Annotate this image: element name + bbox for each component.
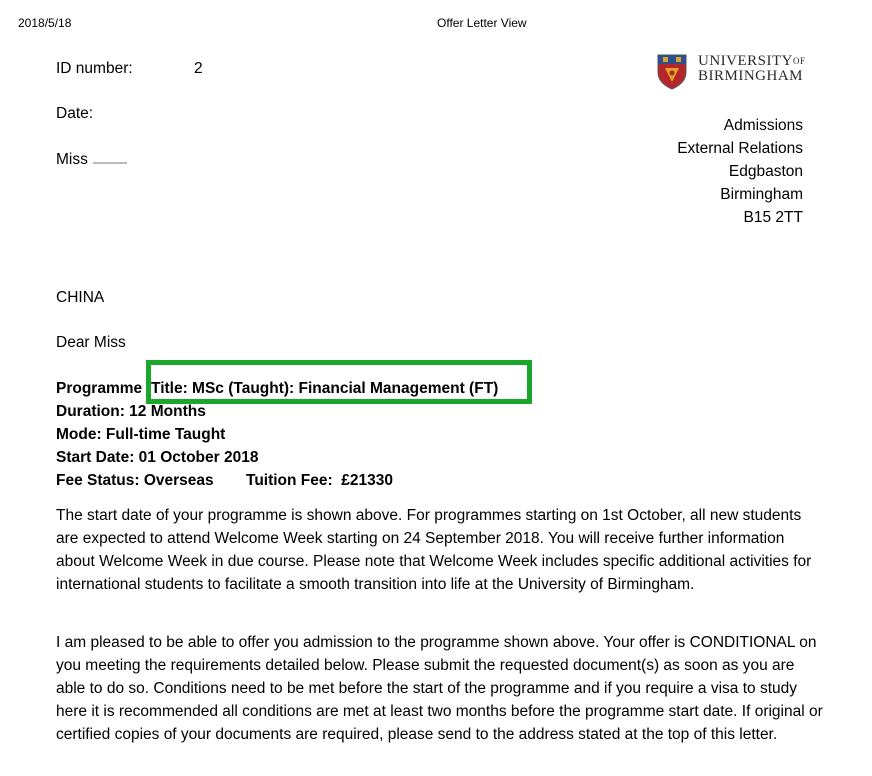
logo-of: OF xyxy=(793,56,806,66)
address-line: B15 2TT xyxy=(743,209,803,226)
logo-birmingham: BIRMINGHAM xyxy=(698,68,804,84)
recipient-name: Miss xyxy=(56,151,88,168)
address-line: External Relations xyxy=(677,140,803,157)
paragraph-conditional-offer: I am pleased to be able to offer you admission to the programme shown above. Your offer is CONDITIONAL on you meeting the requirements detailed below. Please submit the requested document(s) as soon as you are able to do so. Conditions need to be met before the start of the programme and if you require a visa to study here it is recommended all conditions are met at least two months before the programme start date. If original or certified copies of your documents are required, please send to the address stated at the top of this letter. xyxy=(56,634,823,743)
programme-start-date: Start Date: 01 October 2018 xyxy=(56,449,259,466)
programme-mode: Mode: Full-time Taught xyxy=(56,426,226,443)
logo-university: UNIVERSITY xyxy=(698,53,793,69)
programme-duration: Duration: 12 Months xyxy=(56,403,206,420)
programme-label: Programme xyxy=(56,380,143,397)
salutation: Dear Miss xyxy=(56,334,126,351)
id-number-label: ID number: xyxy=(56,60,133,77)
address-line: Edgbaston xyxy=(728,163,803,180)
redacted-mark xyxy=(93,162,127,164)
fee-status: Fee Status: Overseas xyxy=(56,472,214,489)
address-line: Birmingham xyxy=(720,186,803,203)
tuition-fee: Tuition Fee: £21330 xyxy=(246,472,394,489)
address-block xyxy=(677,114,803,229)
programme-title: Title: MSc (Taught): Financial Management (FT) xyxy=(151,380,499,397)
paragraph-welcome-week: The start date of your programme is shown above. For programmes starting on 1st October, all new students are expected to attend Welcome Week starting on 24 September 2018. You will receive further information about Welcome Week in due course. Please note that Welcome Week includes specific additional activities for international students to facilitate a smooth transition into life at the University of Birmingham. xyxy=(56,507,812,593)
id-number-value: 2 xyxy=(194,60,203,77)
page-title: Offer Letter View xyxy=(437,16,527,30)
date-label: Date: xyxy=(56,105,94,122)
university-crest-icon xyxy=(657,54,687,90)
highlight-box xyxy=(146,360,532,404)
university-logo xyxy=(657,54,807,94)
recipient-country: CHINA xyxy=(56,289,105,306)
print-date: 2018/5/18 xyxy=(18,16,72,30)
address-line: Admissions xyxy=(723,117,803,134)
